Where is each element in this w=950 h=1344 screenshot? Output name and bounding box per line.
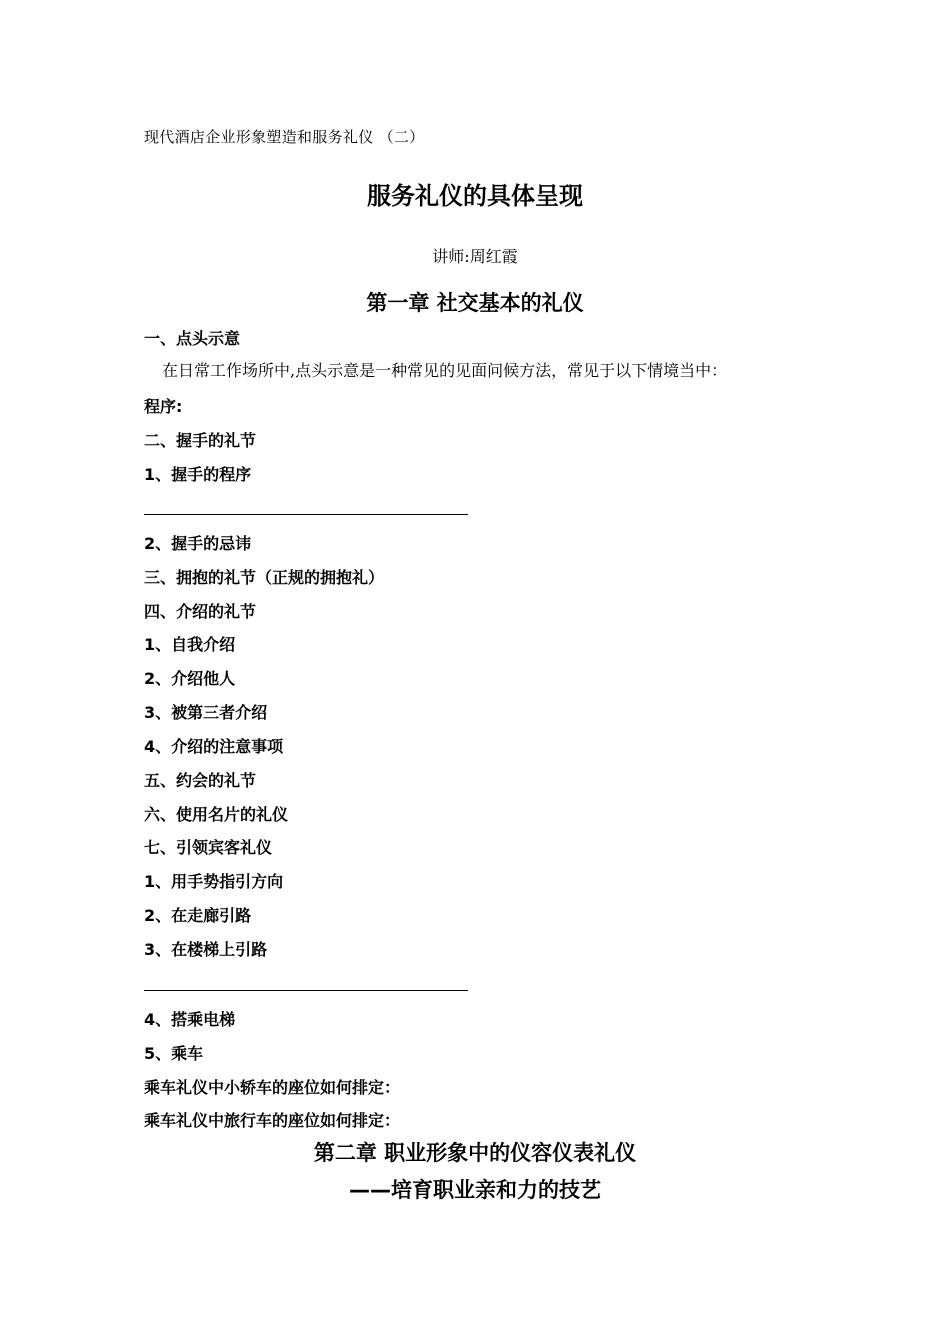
procedure-label: 程序: [144, 397, 183, 416]
elevator: 4、搭乘电梯 [144, 1010, 236, 1029]
self-introduction: 1、自我介绍 [144, 635, 236, 654]
section-guiding-guests: 七、引领宾客礼仪 [144, 838, 273, 857]
corridor-guiding: 2、在走廊引路 [144, 906, 252, 925]
riding-car: 5、乘车 [144, 1044, 204, 1063]
introduce-others: 2、介绍他人 [144, 669, 236, 688]
handshake-taboos: 2、握手的忌讳 [144, 534, 252, 553]
sedan-seating-question: 乘车礼仪中小轿车的座位如何排定： [144, 1078, 401, 1097]
van-seating-question: 乘车礼仪中旅行车的座位如何排定： [144, 1111, 401, 1130]
blank-rule-1 [144, 514, 468, 515]
chapter-1-title: 第一章 社交基本的礼仪 [366, 291, 584, 315]
document-header: 现代酒店企业形象塑造和服务礼仪 （二） [144, 128, 425, 146]
lecturer-line: 讲师:周红霞 [432, 247, 518, 266]
section-nod-greeting: 一、点头示意 [144, 329, 241, 348]
chapter-2-title: 第二章 职业形象中的仪容仪表礼仪 [313, 1141, 637, 1165]
blank-rule-2 [144, 990, 468, 991]
nod-greeting-paragraph: 在日常工作场所中,点头示意是一种常见的见面问候方法，常见于以下情境当中： [162, 361, 728, 380]
section-business-card: 六、使用名片的礼仪 [144, 805, 289, 824]
page-title: 服务礼仪的具体呈现 [367, 182, 583, 210]
handshake-procedure: 1、握手的程序 [144, 465, 252, 484]
gesture-direction: 1、用手势指引方向 [144, 872, 284, 891]
introduced-by-third-party: 3、被第三者介绍 [144, 703, 268, 722]
stairs-guiding: 3、在楼梯上引路 [144, 940, 268, 959]
introduction-notes: 4、介绍的注意事项 [144, 737, 284, 756]
section-appointment: 五、约会的礼节 [144, 771, 257, 790]
section-introduction: 四、介绍的礼节 [144, 602, 257, 621]
section-hug: 三、拥抱的礼节（正规的拥抱礼） [144, 568, 385, 587]
section-handshake: 二、握手的礼节 [144, 431, 257, 450]
chapter-2-subtitle: ——培育职业亲和力的技艺 [349, 1178, 601, 1202]
